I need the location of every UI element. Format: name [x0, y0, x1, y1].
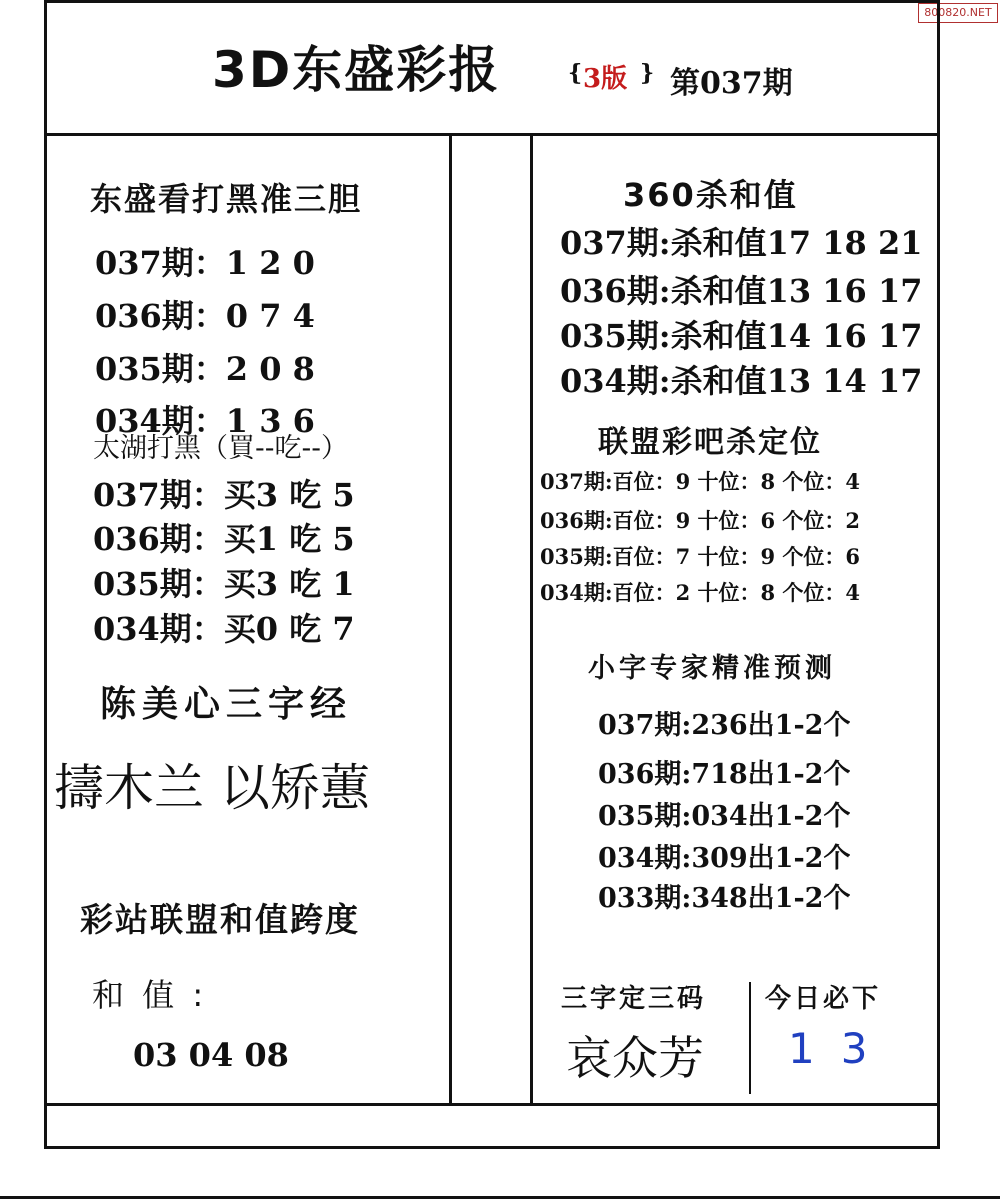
- edition-brace-open: {: [568, 60, 583, 86]
- frame-top-rule: [44, 0, 940, 3]
- issue-number: 第037期: [670, 66, 793, 101]
- sanjdan-row: 036期：0 7 4: [95, 297, 315, 335]
- sanzi-title: 三字定三码: [561, 984, 707, 1014]
- dingwei-row: 034期:百位：2 十位：8 个位：4: [540, 580, 861, 605]
- column-divider-right: [530, 136, 533, 1103]
- taihu-row: 037期：买3 吃 5: [93, 476, 355, 514]
- shahe-row: 035期:杀和值14 16 17: [560, 317, 923, 355]
- hezhi-label: 和 值 :: [92, 976, 208, 1014]
- sanjdan-row: 037期：1 2 0: [95, 244, 315, 282]
- shahe-row: 034期:杀和值13 14 17: [560, 362, 923, 400]
- sanzi-text: 哀众芳: [566, 1031, 704, 1085]
- xiaozi-title: 小字专家精准预测: [588, 653, 836, 684]
- sanjdan-row: 035期：2 0 8: [95, 350, 315, 388]
- taihu-title: 太湖打黑（買--吃--）: [93, 433, 348, 464]
- dingwei-row: 037期:百位：9 十位：8 个位：4: [540, 469, 861, 494]
- sanjdan-row: 034期：1 3 6: [95, 402, 315, 440]
- taihu-row: 035期：买3 吃 1: [93, 565, 355, 603]
- shahe-title: 360杀和值: [623, 176, 798, 214]
- footer-divider: [44, 1103, 940, 1106]
- header-divider: [44, 133, 940, 136]
- jinri-numbers: 13: [788, 1024, 894, 1073]
- xiaozi-row: 034期:309出1-2个: [598, 843, 851, 874]
- edition-label: 3版: [583, 64, 628, 94]
- sanzijing-title: 陈美心三字经: [100, 684, 353, 725]
- taihu-row: 036期：买1 吃 5: [93, 520, 355, 558]
- dingwei-title: 联盟彩吧杀定位: [598, 425, 822, 460]
- jinri-title: 今日必下: [765, 984, 882, 1014]
- edition-brace-close: }: [640, 60, 655, 86]
- page-title: 3D东盛彩报: [212, 41, 501, 99]
- hezhi-values: 03 04 08: [133, 1036, 289, 1074]
- xiaozi-row: 037期:236出1-2个: [598, 710, 851, 741]
- shahe-row: 036期:杀和值13 16 17: [560, 272, 923, 310]
- page-bottom-rule: [0, 1196, 1000, 1199]
- dingwei-row: 035期:百位：7 十位：9 个位：6: [540, 544, 861, 569]
- box-divider: [749, 982, 751, 1094]
- watermark: 800820.NET: [918, 3, 998, 23]
- xiaozi-row: 036期:718出1-2个: [598, 759, 851, 790]
- sanjdan-title: 东盛看打黑准三胆: [90, 180, 363, 218]
- hezhi-title: 彩站联盟和值跨度: [80, 900, 360, 939]
- dingwei-row: 036期:百位：9 十位：6 个位：2: [540, 508, 861, 533]
- sanzijing-text: 擣木兰 以矫蕙: [54, 759, 370, 817]
- column-divider-left: [449, 136, 452, 1103]
- xiaozi-row: 033期:348出1-2个: [598, 883, 851, 914]
- shahe-row: 037期:杀和值17 18 21: [560, 224, 923, 262]
- xiaozi-row: 035期:034出1-2个: [598, 801, 851, 832]
- taihu-row: 034期：买0 吃 7: [93, 610, 355, 648]
